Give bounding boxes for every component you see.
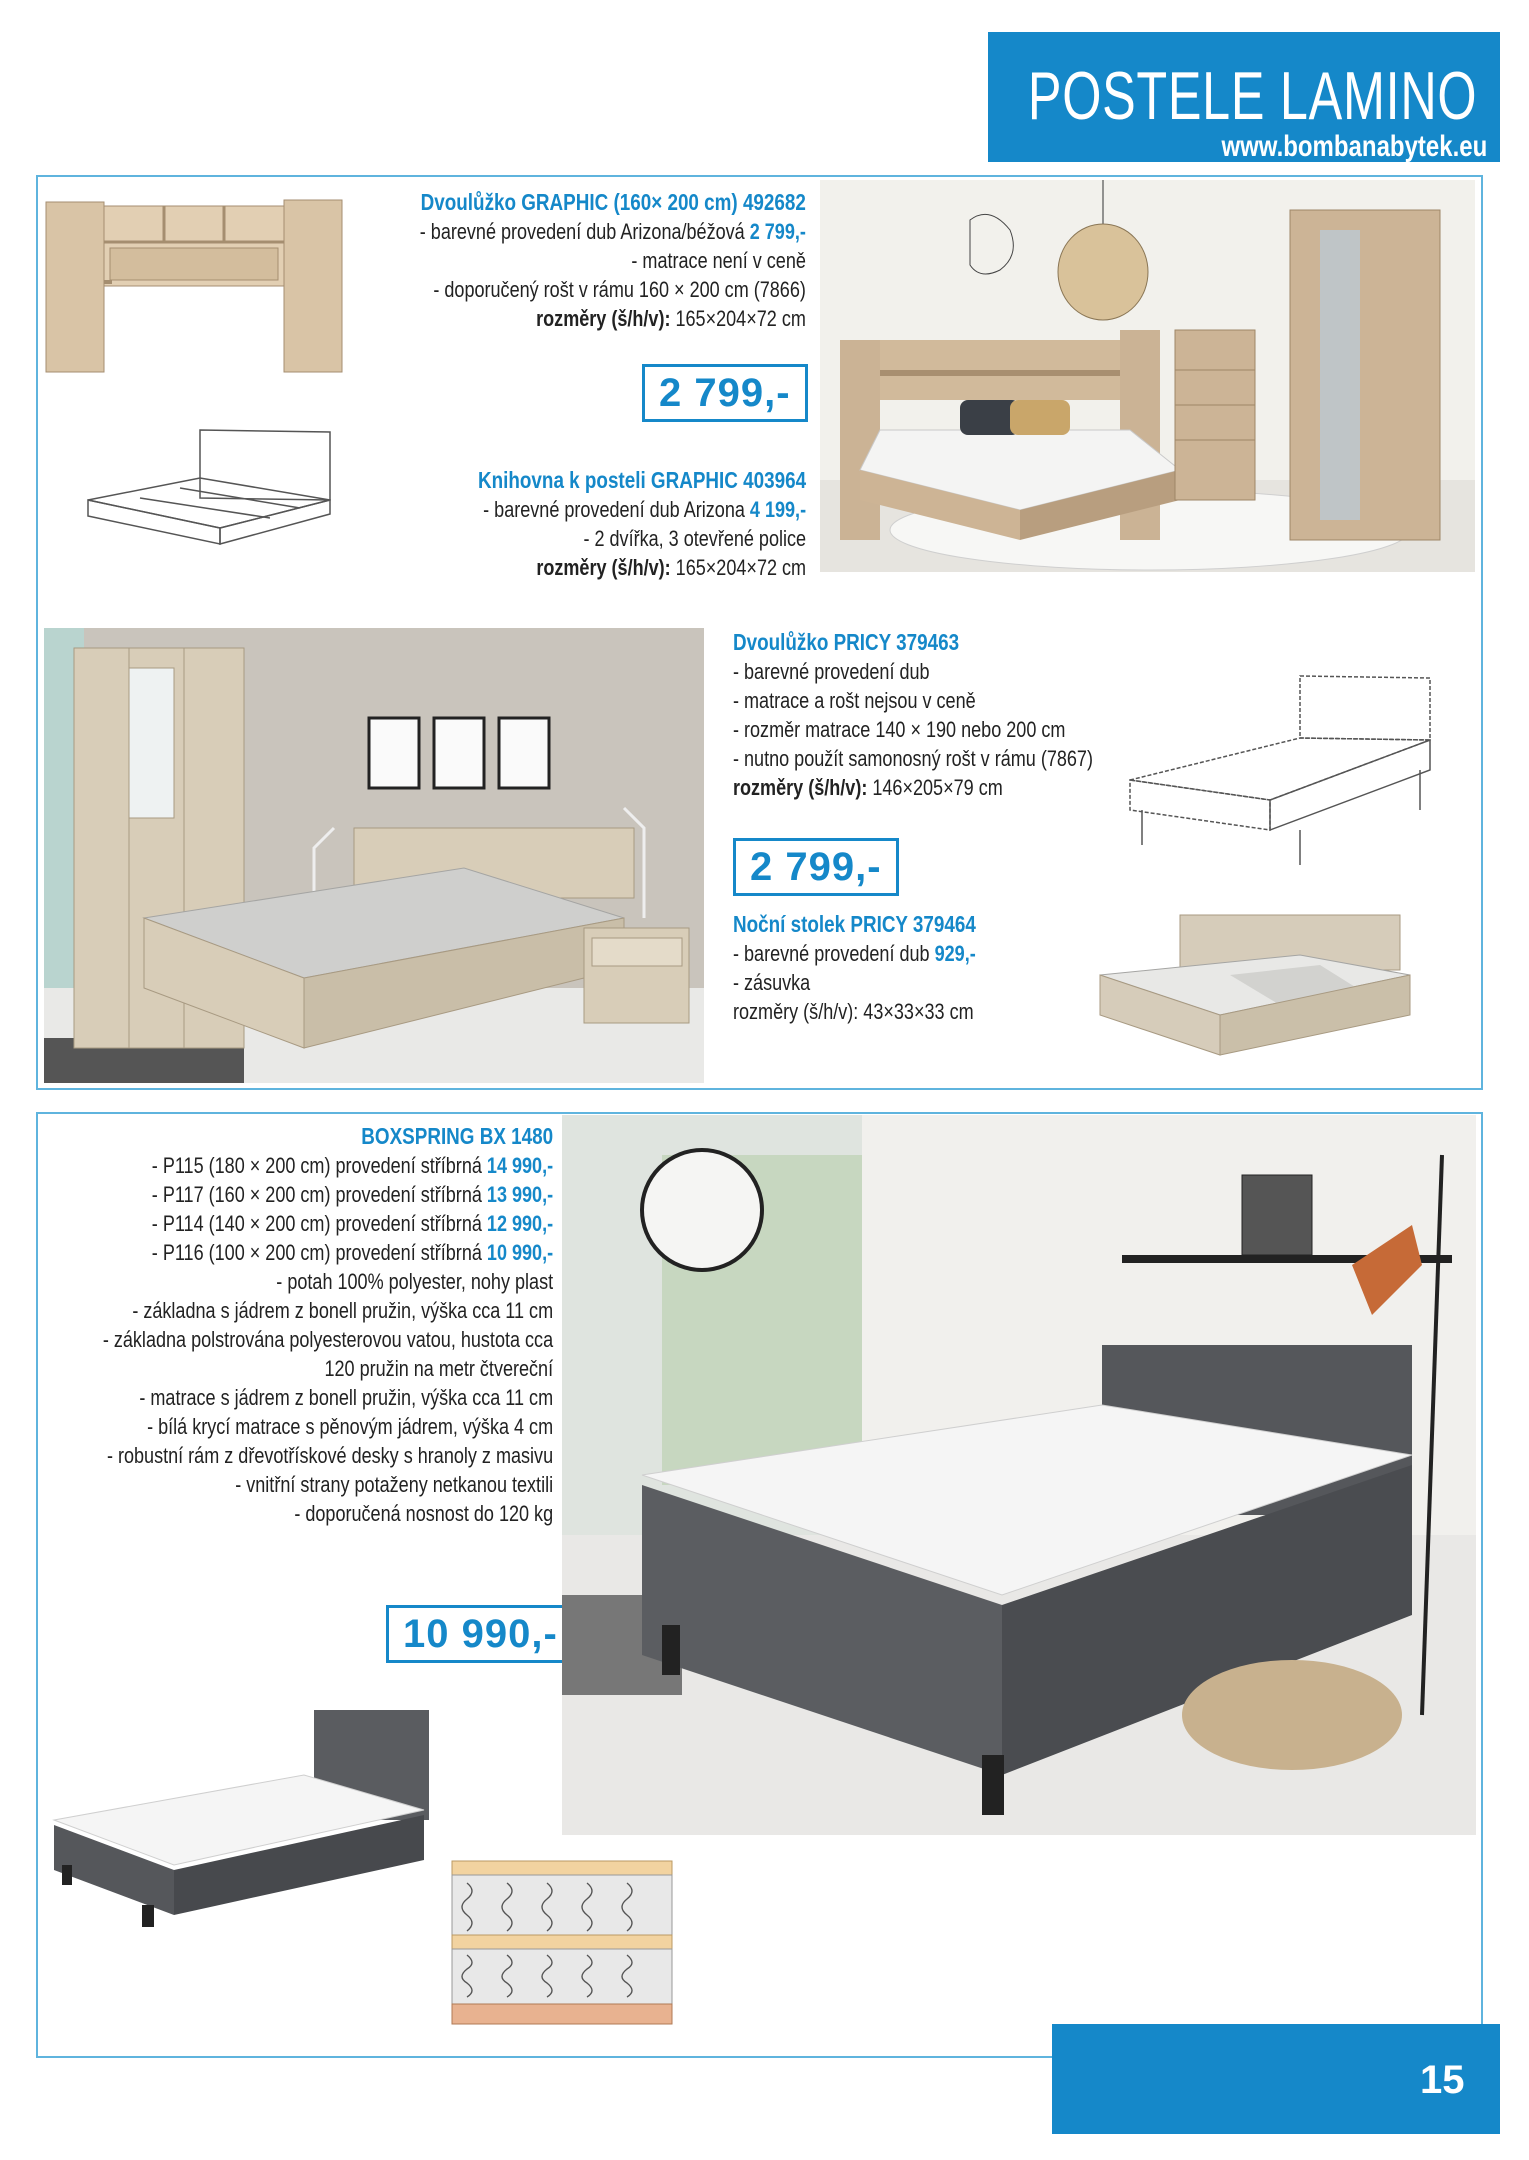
pricy-bed-slat-note: - nutno použít samonosný rošt v rámu (7867) [733, 746, 1093, 771]
graphic-bed-drawing [80, 420, 350, 550]
boxspring-variant: - P114 (140 × 200 cm) provedení stříbrná 12 990,- [151, 1211, 553, 1236]
boxspring-feature: - doporučená nosnost do 120 kg [294, 1501, 553, 1526]
graphic-bed-dims-label: rozměry (š/h/v): [536, 306, 671, 331]
page-number: 15 [1420, 2058, 1465, 2102]
graphic-shelf-dims-value: 165×204×72 cm [670, 555, 806, 580]
pricy-bed-title: Dvoulůžko PRICY 379463 [733, 629, 960, 655]
pricy-bed-color: - barevné provedení dub [733, 659, 930, 684]
graphic-bed-price-box: 2 799,- [642, 364, 808, 422]
pricy-bed-dims-label: rozměry (š/h/v): [733, 775, 868, 800]
graphic-bed-title: Dvoulůžko GRAPHIC (160× 200 cm) 492682 [420, 189, 806, 215]
pricy-nightstand-block [733, 910, 976, 1026]
pricy-bed-mattress-note: - matrace a rošt nejsou v ceně [733, 688, 976, 713]
graphic-bed-block [420, 188, 806, 333]
pricy-bed-dims-value: 146×205×79 cm [867, 775, 1003, 800]
pricy-bed-block [733, 628, 1093, 802]
graphic-shelf-color: - barevné provedení dub Arizona [483, 497, 750, 522]
boxspring-feature: 120 pružin na metr čtvereční [324, 1356, 553, 1381]
graphic-room-photo [820, 180, 1475, 572]
pricy-nightstand-dims: rozměry (š/h/v): 43×33×33 cm [733, 999, 974, 1024]
boxspring-feature: - bílá krycí matrace s pěnovým jádrem, výška 4 cm [146, 1414, 554, 1439]
graphic-shelf-title: Knihovna k posteli GRAPHIC 403964 [477, 467, 806, 493]
boxspring-feature: - potah 100% polyester, nohy plast [276, 1269, 553, 1294]
pricy-bed-price-box: 2 799,- [733, 838, 899, 896]
pricy-nightstand-drawer: - zásuvka [733, 970, 811, 995]
graphic-bed-dims-value: 165×204×72 cm [670, 306, 806, 331]
boxspring-title: BOXSPRING BX 1480 [361, 1123, 553, 1149]
graphic-bed-color: - barevné provedení dub Arizona/béžová [419, 219, 750, 244]
graphic-shelf-doors-note: - 2 dvířka, 3 otevřené police [583, 526, 806, 551]
page-title: POSTELE LAMINO [1027, 58, 1477, 134]
boxspring-price-box: 10 990,- [386, 1605, 575, 1663]
pricy-bed-photo [1080, 905, 1430, 1065]
graphic-bed-mattress-note: - matrace není v ceně [631, 248, 806, 273]
boxspring-variant: - P116 (100 × 200 cm) provedení stříbrná 10 990,- [151, 1240, 553, 1265]
graphic-bed-price-inline: 2 799,- [749, 219, 806, 244]
pricy-room-photo [44, 628, 704, 1083]
boxspring-feature: - matrace s jádrem z bonell pružin, výška cca 11 cm [139, 1385, 553, 1410]
website-url[interactable]: www.bombanabytek.eu [1221, 130, 1487, 163]
boxspring-feature: - základna polstrována polyesterovou vatou, hustota cca [102, 1327, 553, 1352]
boxspring-block [103, 1122, 553, 1528]
boxspring-variant: - P115 (180 × 200 cm) provedení stříbrná 14 990,- [151, 1153, 553, 1178]
pricy-nightstand-title: Noční stolek PRICY 379464 [733, 911, 976, 937]
boxspring-feature: - vnitřní strany potaženy netkanou textili [235, 1472, 553, 1497]
boxspring-section-diagram [437, 1855, 677, 2030]
graphic-shelf-price-inline: 4 199,- [749, 497, 806, 522]
boxspring-single-photo [44, 1700, 434, 1930]
graphic-bed-slat-note: - doporučený rošt v rámu 160 × 200 cm (7866) [433, 277, 806, 302]
pricy-nightstand-color: - barevné provedení dub [733, 941, 935, 966]
graphic-shelf-dims-label: rozměry (š/h/v): [536, 555, 671, 580]
pricy-nightstand-price-inline: 929,- [934, 941, 976, 966]
pricy-bed-mattress-size: - rozměr matrace 140 × 190 nebo 200 cm [733, 717, 1066, 742]
boxspring-feature: - základna s jádrem z bonell pružin, výška cca 11 cm [132, 1298, 553, 1323]
boxspring-feature: - robustní rám z dřevotřískové desky s hranoly z masivu [106, 1443, 553, 1468]
boxspring-variant: - P117 (160 × 200 cm) provedení stříbrná 13 990,- [151, 1182, 553, 1207]
boxspring-room-photo [562, 1115, 1476, 1835]
graphic-shelf-image [44, 192, 344, 378]
graphic-shelf-block [478, 466, 806, 582]
pricy-bed-drawing [1120, 670, 1440, 870]
